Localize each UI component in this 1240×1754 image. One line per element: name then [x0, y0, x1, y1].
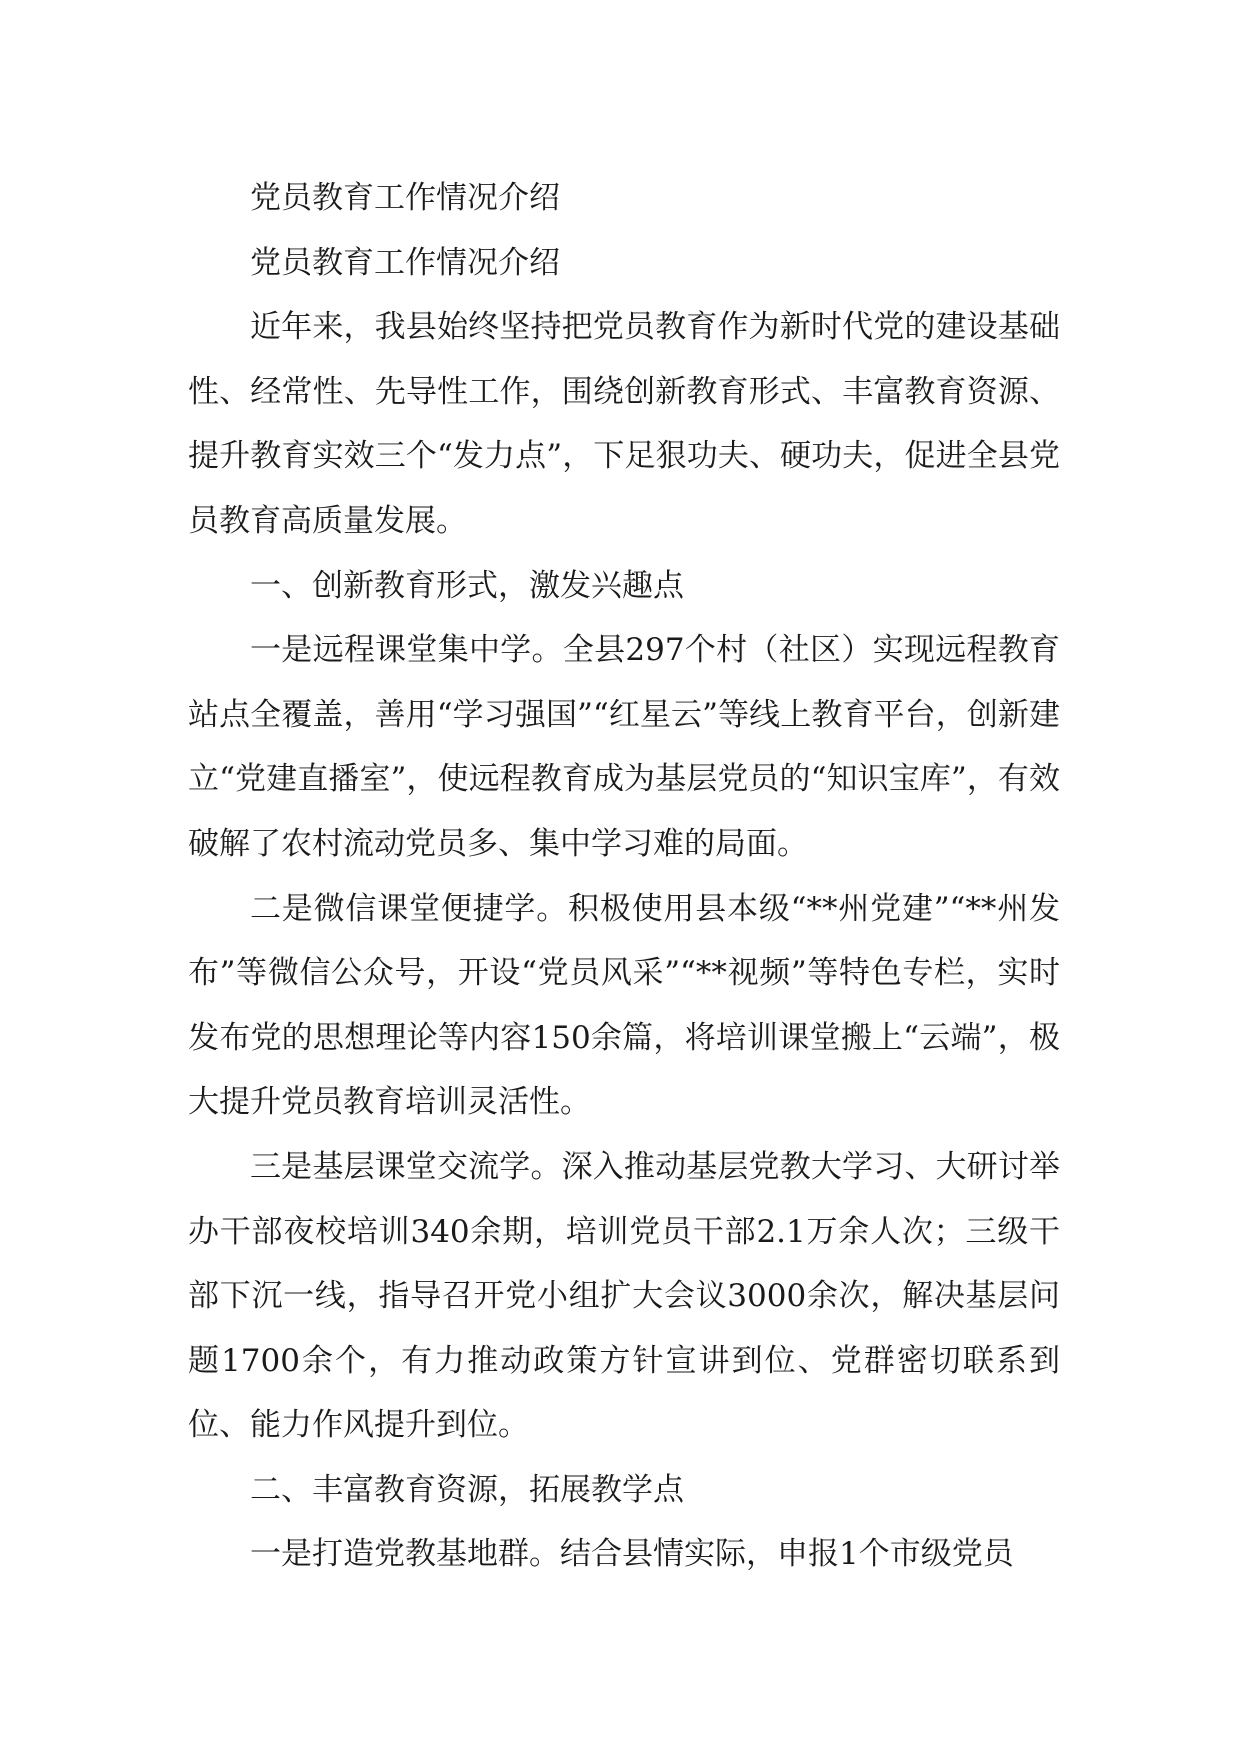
paragraph-remote-classroom: 一是远程课堂集中学。全县297个村（社区）实现远程教育站点全覆盖，善用“学习强国”“红星云”等线上教育平台，创新建立“党建直播室”，使远程教育成为基层党员的“知识宝库”，有效破解了农村流动党员多、集中学习难的局面。	[188, 632, 1060, 862]
paragraph-grassroots-classroom: 三是基层课堂交流学。深入推动基层党教大学习、大研讨举办干部夜校培训340余期，培训党员干部2.1万余人次；三级干部下沉一线，指导召开党小组扩大会议3000余次，解决基层问题1700余个，有力推动政策方针宣讲到位、党群密切联系到位、能力作风提升到位。	[188, 1148, 1060, 1444]
paragraph-intro: 近年来，我县始终坚持把党员教育作为新时代党的建设基础性、经常性、先导性工作，围绕创新教育形式、丰富教育资源、提升教育实效三个“发力点”，下足狠功夫、硬功夫，促进全县党员教育高质量发展。	[188, 309, 1060, 539]
paragraph-education-base: 一是打造党教基地群。结合县情实际，申报1个市级党员	[250, 1536, 1014, 1573]
document-subtitle: 党员教育工作情况介绍	[250, 244, 560, 281]
document-title: 党员教育工作情况介绍	[250, 180, 560, 216]
section-heading-2: 二、丰富教育资源，拓展教学点	[250, 1471, 684, 1508]
document-body	[188, 166, 1060, 1587]
paragraph-wechat-classroom: 二是微信课堂便捷学。积极使用县本级“**州党建”“**州发布”等微信公众号，开设“党员风采”“**视频”等特色专栏，实时发布党的思想理论等内容150余篇，将培训课堂搬上“云端”，极大提升党员教育培训灵活性。	[188, 890, 1060, 1121]
section-heading-1: 一、创新教育形式，激发兴趣点	[250, 567, 684, 604]
